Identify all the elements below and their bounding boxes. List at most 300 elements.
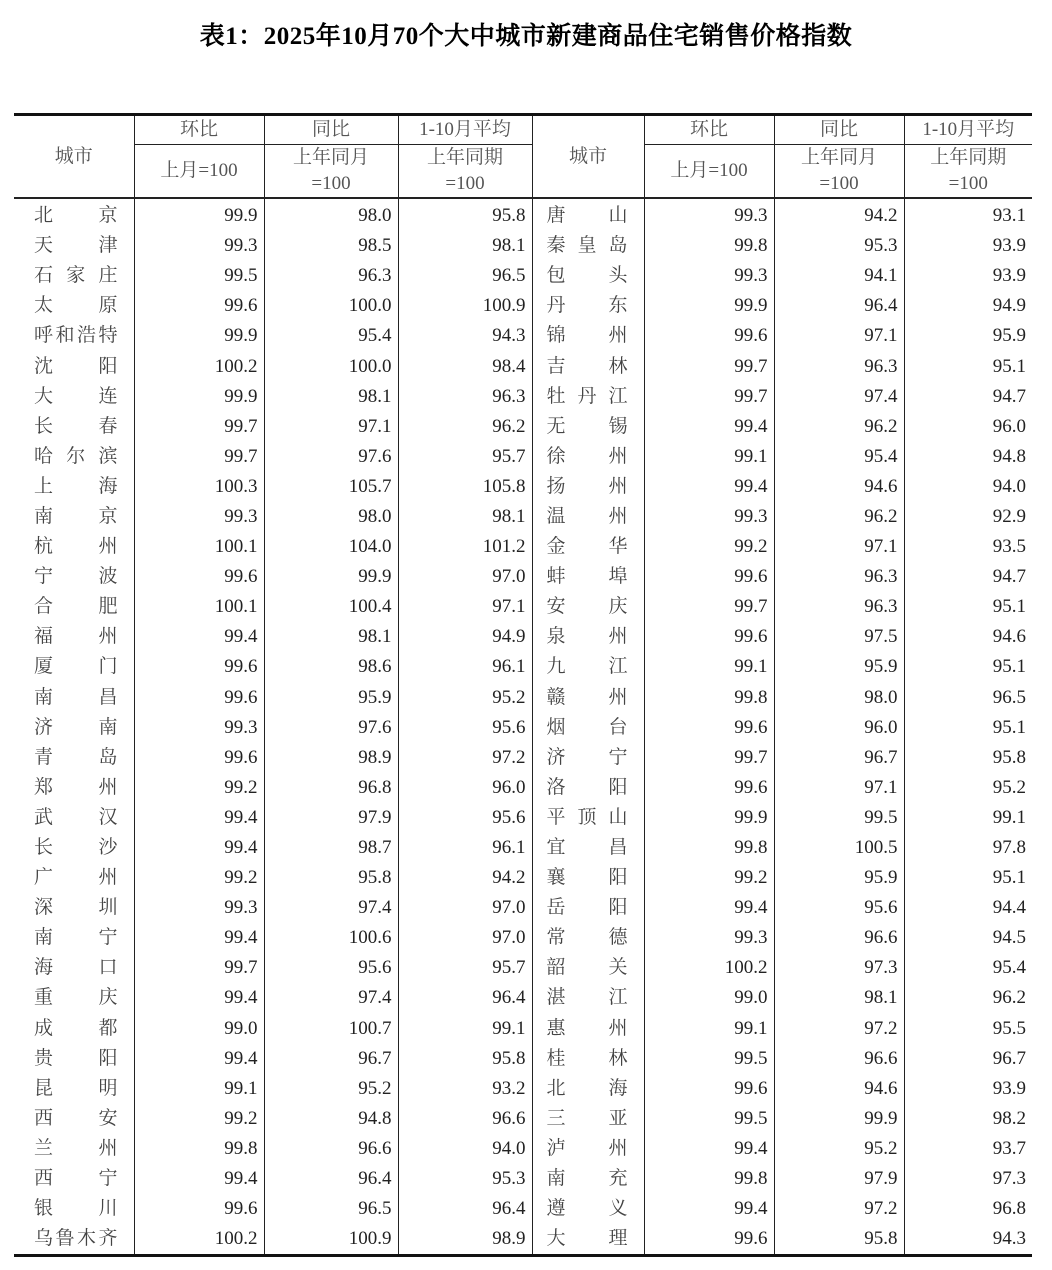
city-name-cell [14, 382, 134, 412]
yoy-cell: 95.8 [264, 863, 398, 893]
avg-cell: 95.4 [904, 953, 1032, 983]
yoy-cell: 95.2 [774, 1134, 904, 1164]
city-name-cell [532, 291, 644, 321]
city-char: 海 [34, 957, 54, 979]
table-row [14, 1104, 1032, 1134]
city-char: 天 [34, 235, 54, 257]
city-char: 东 [608, 295, 628, 317]
mom-cell: 99.8 [134, 1134, 264, 1164]
city-name-cell [532, 592, 644, 622]
city-char: 庆 [608, 596, 628, 618]
yoy-cell: 95.9 [264, 683, 398, 713]
yoy-cell: 97.2 [774, 1014, 904, 1044]
city-name-cell [14, 923, 134, 953]
table-row [14, 261, 1032, 291]
city-char: 州 [608, 686, 628, 708]
city-name-cell [14, 893, 134, 923]
mom-cell: 99.6 [644, 713, 774, 743]
city-name-cell [14, 622, 134, 652]
city-name-cell [14, 1104, 134, 1134]
city-name-cell [14, 351, 134, 381]
avg-cell: 95.5 [904, 1014, 1032, 1044]
city-char: 亚 [608, 1107, 628, 1129]
mom-cell: 100.1 [134, 532, 264, 562]
city-char: 牡 [546, 385, 566, 407]
avg-cell: 96.4 [398, 1194, 532, 1224]
city-name-cell [532, 562, 644, 592]
city-char: 银 [34, 1198, 54, 1220]
avg-cell: 93.2 [398, 1074, 532, 1104]
avg-cell: 94.7 [904, 382, 1032, 412]
city-name-cell [14, 833, 134, 863]
header-avg-base-right: 上年同期 =100 [904, 145, 1032, 199]
mom-cell: 100.2 [134, 351, 264, 381]
city-char: 金 [546, 536, 566, 558]
table-row [14, 803, 1032, 833]
mom-cell: 99.6 [644, 622, 774, 652]
city-char: 关 [608, 957, 628, 979]
mom-cell: 99.1 [134, 1074, 264, 1104]
avg-cell: 94.9 [904, 291, 1032, 321]
yoy-cell: 100.4 [264, 592, 398, 622]
city-char: 遵 [546, 1198, 566, 1220]
yoy-cell: 96.3 [774, 351, 904, 381]
avg-cell: 99.1 [904, 803, 1032, 833]
city-name-cell [14, 261, 134, 291]
yoy-cell: 96.3 [774, 592, 904, 622]
avg-cell: 95.1 [904, 351, 1032, 381]
city-char: 包 [546, 265, 566, 287]
avg-cell: 100.9 [398, 291, 532, 321]
yoy-cell: 96.7 [774, 743, 904, 773]
mom-cell: 99.7 [644, 382, 774, 412]
avg-cell: 94.2 [398, 863, 532, 893]
yoy-cell: 95.9 [774, 652, 904, 682]
avg-cell: 95.9 [904, 321, 1032, 351]
mom-cell: 99.7 [644, 592, 774, 622]
city-char: 烟 [546, 716, 566, 738]
avg-cell: 105.8 [398, 472, 532, 502]
city-char: 韶 [546, 957, 566, 979]
mom-cell: 99.0 [134, 1014, 264, 1044]
yoy-cell: 97.3 [774, 953, 904, 983]
avg-cell: 94.3 [398, 321, 532, 351]
city-char: 福 [34, 626, 54, 648]
city-name-cell [14, 1164, 134, 1194]
yoy-cell: 98.1 [264, 622, 398, 652]
mom-cell: 99.3 [644, 261, 774, 291]
city-name-cell [532, 198, 644, 231]
city-char: 湛 [546, 987, 566, 1009]
yoy-cell: 96.2 [774, 502, 904, 532]
mom-cell: 99.9 [644, 803, 774, 833]
city-char: 贵 [34, 1047, 54, 1069]
mom-cell: 99.3 [644, 502, 774, 532]
city-char: 连 [98, 385, 118, 407]
city-char: 齐 [98, 1228, 118, 1250]
yoy-cell: 96.7 [264, 1044, 398, 1074]
mom-cell: 99.2 [644, 863, 774, 893]
yoy-cell: 97.1 [774, 773, 904, 803]
city-char: 州 [98, 536, 118, 558]
price-index-table [14, 113, 1032, 1257]
avg-cell: 97.2 [398, 743, 532, 773]
city-char: 太 [34, 295, 54, 317]
city-char: 充 [608, 1168, 628, 1190]
city-char: 州 [98, 1137, 118, 1159]
city-char: 平 [546, 806, 566, 828]
avg-cell: 94.6 [904, 622, 1032, 652]
city-char: 尔 [66, 445, 86, 467]
yoy-cell: 96.0 [774, 713, 904, 743]
avg-cell: 94.7 [904, 562, 1032, 592]
city-char: 头 [608, 265, 628, 287]
yoy-cell: 96.3 [264, 261, 398, 291]
avg-cell: 97.1 [398, 592, 532, 622]
city-name-cell [532, 261, 644, 291]
mom-cell: 99.8 [644, 683, 774, 713]
yoy-cell: 94.2 [774, 198, 904, 231]
city-name-cell [14, 1044, 134, 1074]
avg-cell: 98.1 [398, 231, 532, 261]
yoy-cell: 100.0 [264, 291, 398, 321]
city-name-cell [532, 803, 644, 833]
city-name-cell [14, 291, 134, 321]
city-char: 州 [608, 626, 628, 648]
city-char: 长 [34, 415, 54, 437]
city-name-cell [532, 1224, 644, 1256]
city-name-cell [532, 472, 644, 502]
mom-cell: 99.7 [134, 412, 264, 442]
yoy-cell: 96.6 [264, 1134, 398, 1164]
city-char: 南 [34, 505, 54, 527]
city-char: 扬 [546, 475, 566, 497]
table-row [14, 291, 1032, 321]
city-char: 庄 [98, 265, 118, 287]
avg-cell: 92.9 [904, 502, 1032, 532]
yoy-cell: 99.9 [774, 1104, 904, 1134]
city-char: 宁 [98, 927, 118, 949]
city-char: 春 [98, 415, 118, 437]
city-char: 州 [608, 505, 628, 527]
city-char: 圳 [98, 897, 118, 919]
yoy-cell: 100.9 [264, 1224, 398, 1256]
city-char: 阳 [608, 776, 628, 798]
city-name-cell [14, 683, 134, 713]
table-row [14, 923, 1032, 953]
avg-cell: 94.0 [398, 1134, 532, 1164]
city-char: 成 [34, 1017, 54, 1039]
city-name-cell [14, 412, 134, 442]
city-char: 岳 [546, 897, 566, 919]
city-name-cell [14, 1224, 134, 1256]
city-char: 昆 [34, 1077, 54, 1099]
city-char: 三 [546, 1107, 566, 1129]
city-char: 西 [34, 1168, 54, 1190]
mom-cell: 99.8 [644, 1164, 774, 1194]
header-yoy-right: 同比 [774, 115, 904, 145]
city-char: 哈 [34, 445, 54, 467]
yoy-cell: 96.4 [774, 291, 904, 321]
mom-cell: 99.3 [134, 893, 264, 923]
mom-cell: 99.4 [134, 1164, 264, 1194]
yoy-cell: 97.1 [774, 532, 904, 562]
avg-cell: 97.0 [398, 893, 532, 923]
city-char: 州 [608, 1017, 628, 1039]
city-char: 吉 [546, 355, 566, 377]
city-char: 海 [98, 475, 118, 497]
city-name-cell [532, 442, 644, 472]
avg-cell: 94.9 [398, 622, 532, 652]
city-name-cell [14, 321, 134, 351]
avg-cell: 96.1 [398, 833, 532, 863]
yoy-cell: 97.4 [774, 382, 904, 412]
avg-cell: 96.7 [904, 1044, 1032, 1074]
avg-cell: 95.7 [398, 442, 532, 472]
yoy-cell: 98.5 [264, 231, 398, 261]
mom-cell: 99.3 [134, 713, 264, 743]
avg-cell: 93.9 [904, 231, 1032, 261]
table-row [14, 1164, 1032, 1194]
avg-cell: 94.4 [904, 893, 1032, 923]
city-name-cell [14, 231, 134, 261]
city-char: 林 [608, 1047, 628, 1069]
yoy-cell: 98.1 [264, 382, 398, 412]
avg-cell: 95.2 [904, 773, 1032, 803]
yoy-cell: 94.6 [774, 472, 904, 502]
city-name-cell [532, 1014, 644, 1044]
mom-cell: 99.5 [644, 1104, 774, 1134]
city-char: 家 [66, 265, 86, 287]
city-name-cell [14, 1134, 134, 1164]
mom-cell: 99.6 [644, 1224, 774, 1256]
city-char: 深 [34, 897, 54, 919]
yoy-cell: 98.1 [774, 983, 904, 1013]
city-name-cell [14, 592, 134, 622]
avg-cell: 95.1 [904, 592, 1032, 622]
mom-cell: 99.2 [644, 532, 774, 562]
mom-cell: 99.9 [134, 198, 264, 231]
table-row [14, 532, 1032, 562]
city-name-cell [532, 622, 644, 652]
city-char: 安 [546, 596, 566, 618]
mom-cell: 99.4 [644, 1134, 774, 1164]
city-char: 无 [546, 415, 566, 437]
city-name-cell [532, 1074, 644, 1104]
city-char: 唐 [546, 205, 566, 227]
avg-cell: 94.0 [904, 472, 1032, 502]
city-char: 和 [55, 325, 75, 347]
city-name-cell [532, 863, 644, 893]
table-row [14, 833, 1032, 863]
city-char: 阳 [98, 355, 118, 377]
city-char: 津 [98, 235, 118, 257]
avg-cell: 93.5 [904, 532, 1032, 562]
mom-cell: 99.3 [644, 923, 774, 953]
city-char: 滨 [98, 445, 118, 467]
city-char: 大 [34, 385, 54, 407]
mom-cell: 99.6 [134, 743, 264, 773]
yoy-cell: 100.6 [264, 923, 398, 953]
city-char: 南 [98, 716, 118, 738]
city-name-cell [532, 983, 644, 1013]
yoy-cell: 95.2 [264, 1074, 398, 1104]
mom-cell: 99.4 [134, 1044, 264, 1074]
city-char: 石 [34, 265, 54, 287]
avg-cell: 95.8 [398, 198, 532, 231]
city-char: 北 [34, 205, 54, 227]
mom-cell: 99.9 [134, 321, 264, 351]
header-yoy-base-right: 上年同月 =100 [774, 145, 904, 199]
mom-cell: 99.6 [134, 652, 264, 682]
city-char: 厦 [34, 656, 54, 678]
yoy-cell: 100.5 [774, 833, 904, 863]
mom-cell: 99.2 [134, 1104, 264, 1134]
yoy-cell: 95.6 [774, 893, 904, 923]
yoy-cell: 94.8 [264, 1104, 398, 1134]
city-char: 襄 [546, 867, 566, 889]
avg-cell: 95.3 [398, 1164, 532, 1194]
yoy-cell: 96.5 [264, 1194, 398, 1224]
city-name-cell [532, 743, 644, 773]
table-row [14, 442, 1032, 472]
table-row [14, 1044, 1032, 1074]
city-char: 江 [608, 656, 628, 678]
yoy-cell: 99.5 [774, 803, 904, 833]
mom-cell: 99.8 [644, 833, 774, 863]
city-char: 呼 [34, 325, 54, 347]
city-name-cell [14, 1194, 134, 1224]
mom-cell: 99.6 [134, 562, 264, 592]
yoy-cell: 95.4 [774, 442, 904, 472]
avg-cell: 95.8 [398, 1044, 532, 1074]
avg-cell: 96.4 [398, 983, 532, 1013]
mom-cell: 99.9 [644, 291, 774, 321]
yoy-cell: 96.8 [264, 773, 398, 803]
city-name-cell [14, 743, 134, 773]
city-char: 江 [608, 987, 628, 1009]
city-char: 秦 [546, 235, 566, 257]
table-row [14, 652, 1032, 682]
avg-cell: 98.4 [398, 351, 532, 381]
city-char: 丹 [546, 295, 566, 317]
mom-cell: 99.0 [644, 983, 774, 1013]
table-row [14, 863, 1032, 893]
city-char: 义 [608, 1198, 628, 1220]
table-row [14, 592, 1032, 622]
avg-cell: 95.6 [398, 803, 532, 833]
city-char: 昌 [608, 837, 628, 859]
avg-cell: 95.1 [904, 652, 1032, 682]
city-char: 岛 [98, 746, 118, 768]
city-char: 南 [34, 686, 54, 708]
mom-cell: 99.4 [134, 923, 264, 953]
city-char: 州 [98, 776, 118, 798]
city-char: 沈 [34, 355, 54, 377]
city-char: 北 [546, 1077, 566, 1099]
mom-cell: 99.6 [134, 291, 264, 321]
city-char: 台 [608, 716, 628, 738]
table-row [14, 198, 1032, 231]
yoy-cell: 94.1 [774, 261, 904, 291]
city-char: 华 [608, 536, 628, 558]
header-city-right: 城市 [532, 115, 644, 199]
city-char: 肥 [98, 596, 118, 618]
mom-cell: 100.2 [134, 1224, 264, 1256]
city-char: 宜 [546, 837, 566, 859]
city-name-cell [14, 863, 134, 893]
city-name-cell [14, 803, 134, 833]
yoy-cell: 97.9 [774, 1164, 904, 1194]
mom-cell: 99.4 [644, 472, 774, 502]
city-char: 明 [98, 1077, 118, 1099]
city-char: 木 [76, 1228, 96, 1250]
mom-cell: 99.6 [644, 773, 774, 803]
table-row [14, 472, 1032, 502]
yoy-cell: 96.6 [774, 923, 904, 953]
yoy-cell: 98.6 [264, 652, 398, 682]
table-row [14, 1074, 1032, 1104]
avg-cell: 98.2 [904, 1104, 1032, 1134]
city-char: 常 [546, 927, 566, 949]
city-char: 合 [34, 596, 54, 618]
table-row [14, 502, 1032, 532]
city-char: 州 [608, 475, 628, 497]
avg-cell: 98.9 [398, 1224, 532, 1256]
avg-cell: 96.0 [398, 773, 532, 803]
city-char: 长 [34, 837, 54, 859]
yoy-cell: 96.4 [264, 1164, 398, 1194]
city-char: 岛 [608, 235, 628, 257]
city-char: 安 [98, 1107, 118, 1129]
table-row [14, 382, 1032, 412]
city-name-cell [532, 923, 644, 953]
avg-cell: 93.7 [904, 1134, 1032, 1164]
city-name-cell [14, 953, 134, 983]
table-row [14, 1134, 1032, 1164]
city-name-cell [532, 833, 644, 863]
city-char: 上 [34, 475, 54, 497]
table-row [14, 1194, 1032, 1224]
city-name-cell [532, 773, 644, 803]
city-name-cell [14, 562, 134, 592]
avg-cell: 98.1 [398, 502, 532, 532]
table-row [14, 893, 1032, 923]
city-char: 京 [98, 505, 118, 527]
city-char: 九 [546, 656, 566, 678]
city-name-cell [532, 351, 644, 381]
city-char: 原 [98, 295, 118, 317]
yoy-cell: 95.8 [774, 1224, 904, 1256]
mom-cell: 99.4 [134, 983, 264, 1013]
avg-cell: 96.5 [398, 261, 532, 291]
mom-cell: 99.8 [644, 231, 774, 261]
yoy-cell: 95.9 [774, 863, 904, 893]
city-name-cell [14, 652, 134, 682]
city-name-cell [532, 412, 644, 442]
avg-cell: 93.9 [904, 261, 1032, 291]
city-char: 林 [608, 355, 628, 377]
mom-cell: 99.1 [644, 442, 774, 472]
city-name-cell [532, 652, 644, 682]
city-char: 州 [98, 867, 118, 889]
city-char: 重 [34, 987, 54, 1009]
table-row [14, 562, 1032, 592]
mom-cell: 99.1 [644, 652, 774, 682]
yoy-cell: 97.6 [264, 713, 398, 743]
city-char: 都 [98, 1017, 118, 1039]
city-char: 埠 [608, 566, 628, 588]
